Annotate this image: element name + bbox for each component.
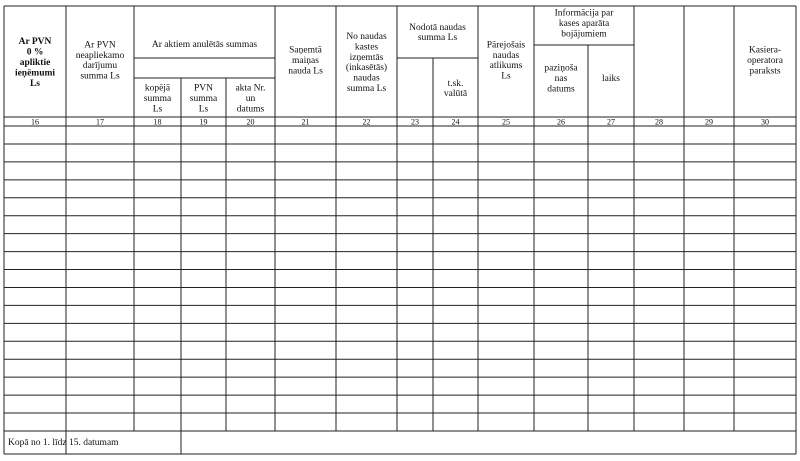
header-c22: summa Ls <box>346 84 387 94</box>
column-number: 20 <box>246 117 255 127</box>
header-c26: datums <box>547 84 575 95</box>
header-c20: datums <box>236 104 265 115</box>
header-handed-group: summa Ls <box>417 33 458 44</box>
header-c18: summa <box>143 94 172 104</box>
header-info-group: kases aparāta <box>558 19 610 29</box>
column-number: 24 <box>451 117 460 127</box>
header-c17: neapliekamo <box>75 50 125 61</box>
column-number: 26 <box>557 117 565 127</box>
header-c18: kopējā <box>144 83 171 94</box>
header-c22: No naudas <box>346 32 387 42</box>
header-c26: paziņoša <box>544 63 578 74</box>
column-number-row <box>31 118 769 127</box>
column-number: 19 <box>199 117 208 127</box>
header-handed-group: Nodotā naudas <box>409 22 466 33</box>
header-c22: izņemtās <box>349 52 384 63</box>
header-annulled-group: Ar aktiem anulētās summas <box>151 40 258 50</box>
header-c22: kastes <box>354 42 379 53</box>
column-number: 21 <box>301 117 310 127</box>
header-c21: maiņas <box>292 56 319 66</box>
column-number: 18 <box>153 117 162 127</box>
column-number: 30 <box>761 117 769 127</box>
header-c21: Saņemtā <box>289 45 322 56</box>
header-c17: summa Ls <box>80 71 120 82</box>
header-c26: nas <box>554 74 568 84</box>
column-number: 16 <box>31 117 39 127</box>
header-c18: Ls <box>152 104 163 115</box>
header-c22: naudas <box>353 73 380 84</box>
header-c24: valūtā <box>443 89 468 100</box>
header-info-group: bojājumiem <box>561 29 607 40</box>
header-c17: Ar PVN <box>84 40 116 51</box>
table-grid <box>4 6 796 454</box>
header-c20: un <box>245 94 256 104</box>
header-c16: Ar PVN <box>18 37 52 48</box>
header-c22: (inkasētās) <box>345 63 388 74</box>
footer-total-label: Kopā no 1. līdz 15. datumam <box>8 438 119 448</box>
header-c16: ieņēmumi <box>14 68 56 79</box>
footer-row <box>8 438 119 448</box>
header-c25: Ls <box>501 71 511 82</box>
column-number: 23 <box>411 117 419 127</box>
column-number: 17 <box>96 117 104 127</box>
header-c19: Ls <box>198 104 209 115</box>
header-c30: paraksts <box>749 66 781 77</box>
header-c16: apliktie <box>19 58 51 68</box>
column-number: 28 <box>655 117 663 127</box>
header-c24: t.sk. <box>447 78 464 89</box>
header-info-group: Informācija par <box>554 8 614 19</box>
header-c30: operatora <box>747 56 783 66</box>
header-c25: atlikums <box>489 61 523 72</box>
header-c17: darījumu <box>82 61 118 72</box>
column-number: 29 <box>705 117 713 127</box>
column-number: 25 <box>502 117 510 127</box>
column-number: 27 <box>607 117 615 127</box>
header-c27: laiks <box>602 74 620 84</box>
header-c30: Kasiera- <box>748 45 782 56</box>
header-c19: PVN <box>193 83 214 94</box>
header-c25: Pārejošais <box>486 40 526 51</box>
column-number: 22 <box>362 117 371 127</box>
header-c19: summa <box>189 94 218 104</box>
column-headers <box>15 8 784 115</box>
header-c21: nauda Ls <box>288 66 323 77</box>
header-c16: Ls <box>29 78 41 89</box>
header-c16: 0 % <box>26 47 44 58</box>
header-c20: akta Nr. <box>235 83 266 94</box>
header-c25: naudas <box>492 50 520 61</box>
